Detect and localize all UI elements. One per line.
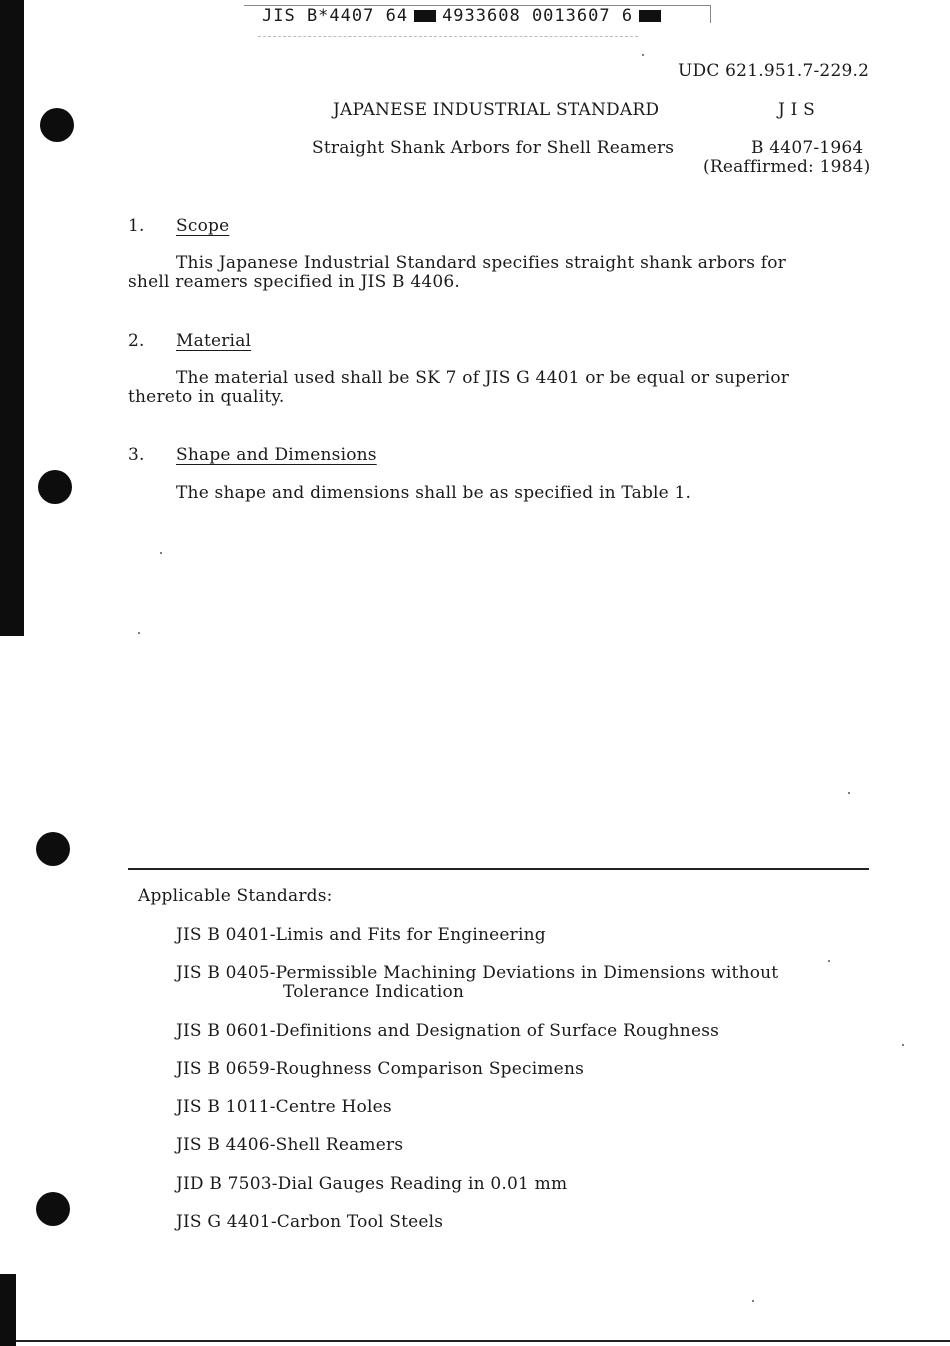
standard-item: JIS B 4406-Shell Reamers bbox=[176, 1135, 404, 1155]
punch-hole-icon bbox=[40, 108, 74, 142]
speck bbox=[902, 1044, 904, 1046]
standard-item: JIS B 1011-Centre Holes bbox=[176, 1097, 392, 1117]
speck bbox=[752, 1300, 754, 1302]
punch-hole-icon bbox=[36, 1192, 70, 1226]
stamp-underline bbox=[258, 36, 638, 37]
standard-number: B 4407-1964 bbox=[751, 138, 864, 158]
stamp-tick bbox=[710, 5, 711, 23]
page-title: Straight Shank Arbors for Shell Reamers bbox=[312, 138, 675, 158]
udc-code: UDC 621.951.7-229.2 bbox=[678, 61, 870, 81]
scan-edge-bar bbox=[0, 0, 24, 636]
section-body: The material used shall be SK 7 of JIS G 4401 or be equal or superior thereto in quality. bbox=[128, 368, 790, 407]
punch-hole-icon bbox=[36, 832, 70, 866]
speck bbox=[160, 552, 162, 554]
speck bbox=[848, 792, 850, 794]
section-heading: Shape and Dimensions bbox=[176, 445, 377, 465]
standard-item: JIS B 0405-Permissible Machining Deviations in Dimensions without bbox=[176, 963, 779, 983]
document-stamp bbox=[262, 6, 667, 26]
stamp-code-left: JIS B*4407 64 bbox=[262, 6, 409, 26]
punch-hole-icon bbox=[38, 470, 72, 504]
section-number: 2. bbox=[128, 331, 145, 351]
section-heading: Scope bbox=[176, 216, 230, 236]
section-heading: Material bbox=[176, 331, 252, 351]
speck bbox=[138, 632, 140, 634]
stamp-block-icon bbox=[414, 10, 436, 22]
page-bottom-edge bbox=[16, 1340, 950, 1342]
applicable-standards-title: Applicable Standards: bbox=[138, 886, 333, 906]
section-number: 1. bbox=[128, 216, 145, 236]
standard-item: JIS B 0601-Definitions and Designation of Surface Roughness bbox=[176, 1021, 720, 1041]
stamp-block-icon bbox=[639, 10, 661, 22]
standard-type: JAPANESE INDUSTRIAL STANDARD bbox=[333, 100, 660, 120]
standard-item-continuation: Tolerance Indication bbox=[283, 982, 465, 1002]
reaffirmed-date: (Reaffirmed: 1984) bbox=[703, 157, 871, 177]
standard-item: JIS B 0401-Limis and Fits for Engineering bbox=[176, 925, 546, 945]
section-body: This Japanese Industrial Standard specifies straight shank arbors for shell reamers specified in JIS B 4406. bbox=[128, 253, 787, 292]
stamp-code-right: 4933608 0013607 6 bbox=[442, 6, 634, 26]
footnote-divider bbox=[128, 868, 869, 870]
standard-item: JID B 7503-Dial Gauges Reading in 0.01 mm bbox=[176, 1174, 568, 1194]
scan-edge-bar-bottom bbox=[0, 1274, 16, 1346]
section-number: 3. bbox=[128, 445, 145, 465]
speck bbox=[642, 54, 644, 56]
standard-item: JIS G 4401-Carbon Tool Steels bbox=[176, 1212, 444, 1232]
standard-item: JIS B 0659-Roughness Comparison Specimens bbox=[176, 1059, 585, 1079]
speck bbox=[828, 960, 830, 962]
jis-mark: J I S bbox=[778, 100, 815, 120]
section-body: The shape and dimensions shall be as specified in Table 1. bbox=[176, 483, 692, 503]
